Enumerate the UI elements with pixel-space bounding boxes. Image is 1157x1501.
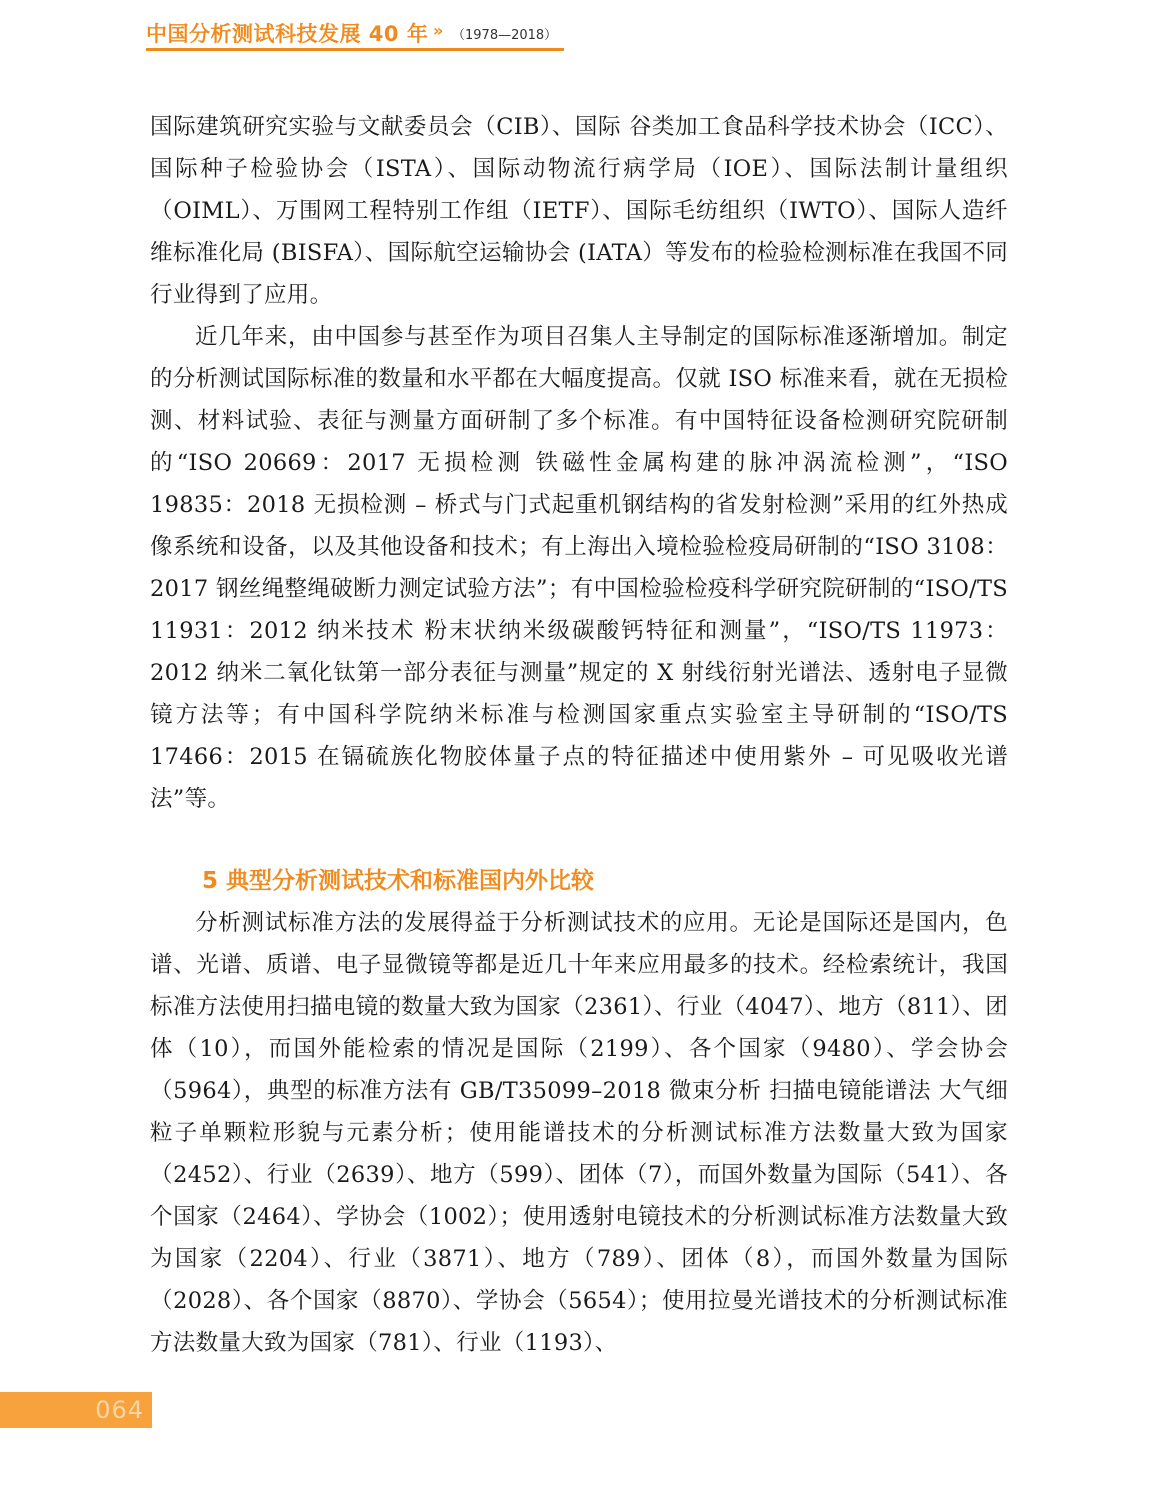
- page-number: 064: [95, 1396, 144, 1424]
- page-body: [150, 106, 1008, 1364]
- paragraph-international-bodies: 国际建筑研究实验与文献委员会（CIB）、国际 谷类加工食品科学技术协会（ICC）、国际种子检验协会（ISTA）、国际动物流行病学局（IOE）、国际法制计量组织（OIML）、万围网工程特别工作组（IETF）、国际毛纺组织（IWTO）、国际人造纤维标准化局 (BISFA）、国际航空运输协会 (IATA）等发布的检验检测标准在我国不同行业得到了应用。: [150, 114, 1008, 308]
- book-title: 中国分析测试科技发展 40 年: [146, 22, 429, 46]
- year-range: （1978—2018）: [452, 28, 558, 43]
- paragraph-technique-comparison: 分析测试标准方法的发展得益于分析测试技术的应用。无论是国际还是国内，色谱、光谱、质谱、电子显微镜等都是近几十年来应用最多的技术。经检索统计，我国标准方法使用扫描电镜的数量大致为国家（2361）、行业（4047）、地方（811）、团体（10），而国外能检索的情况是国际（2199）、各个国家（9480）、学会协会（5964），典型的标准方法有 GB/T35099–2018 微束分析 扫描电镜能谱法 大气细粒子单颗粒形貌与元素分析；使用能谱技术的分析测试标准方法数量大致为国家（2452）、行业（2639）、地方（599）、团体（7），而国外数量为国际（541）、各个国家（2464）、学协会（1002）；使用透射电镜技术的分析测试标准方法数量大致为国家（2204）、行业（3871）、地方（789）、团体（8），而国外数量为国际（2028）、各个国家（8870）、学协会（5654）；使用拉曼光谱技术的分析测试标准方法数量大致为国家（781）、行业（1193）、: [150, 910, 1008, 1356]
- double-chevron-icon: »: [433, 21, 444, 40]
- header-divider: [146, 48, 564, 51]
- page-number-tab: [0, 1392, 152, 1428]
- paragraph-china-iso-standards: 近几年来，由中国参与甚至作为项目召集人主导制定的国际标准逐渐增加。制定的分析测试国际标准的数量和水平都在大幅度提高。仅就 ISO 标准来看，就在无损检测、材料试验、表征与测量方面研制了多个标准。有中国特征设备检测研究院研制的“ISO 20669：2017 无损检测 铁磁性金属构建的脉冲涡流检测”，“ISO 19835：2018 无损检测 – 桥式与门式起重机钢结构的省发射检测”采用的红外热成像系统和设备，以及其他设备和技术；有上海出入境检验检疫局研制的“ISO 3108：2017 钢丝绳整绳破断力测定试验方法”；有中国检验检疫科学研究院研制的“ISO/TS 11931：2012 纳米技术 粉末状纳米级碳酸钙特征和测量”，“ISO/TS 11973：2012 纳米二氧化钛第一部分表征与测量”规定的 X 射线衍射光谱法、透射电子显微镜方法等；有中国科学院纳米标准与检测国家重点实验室主导研制的“ISO/TS 17466：2015 在镉硫族化物胶体量子点的特征描述中使用紫外 – 可见吸收光谱法”等。: [150, 324, 1008, 812]
- running-header: [146, 8, 564, 48]
- section-heading: 5 典型分析测试技术和标准国内外比较: [202, 868, 595, 894]
